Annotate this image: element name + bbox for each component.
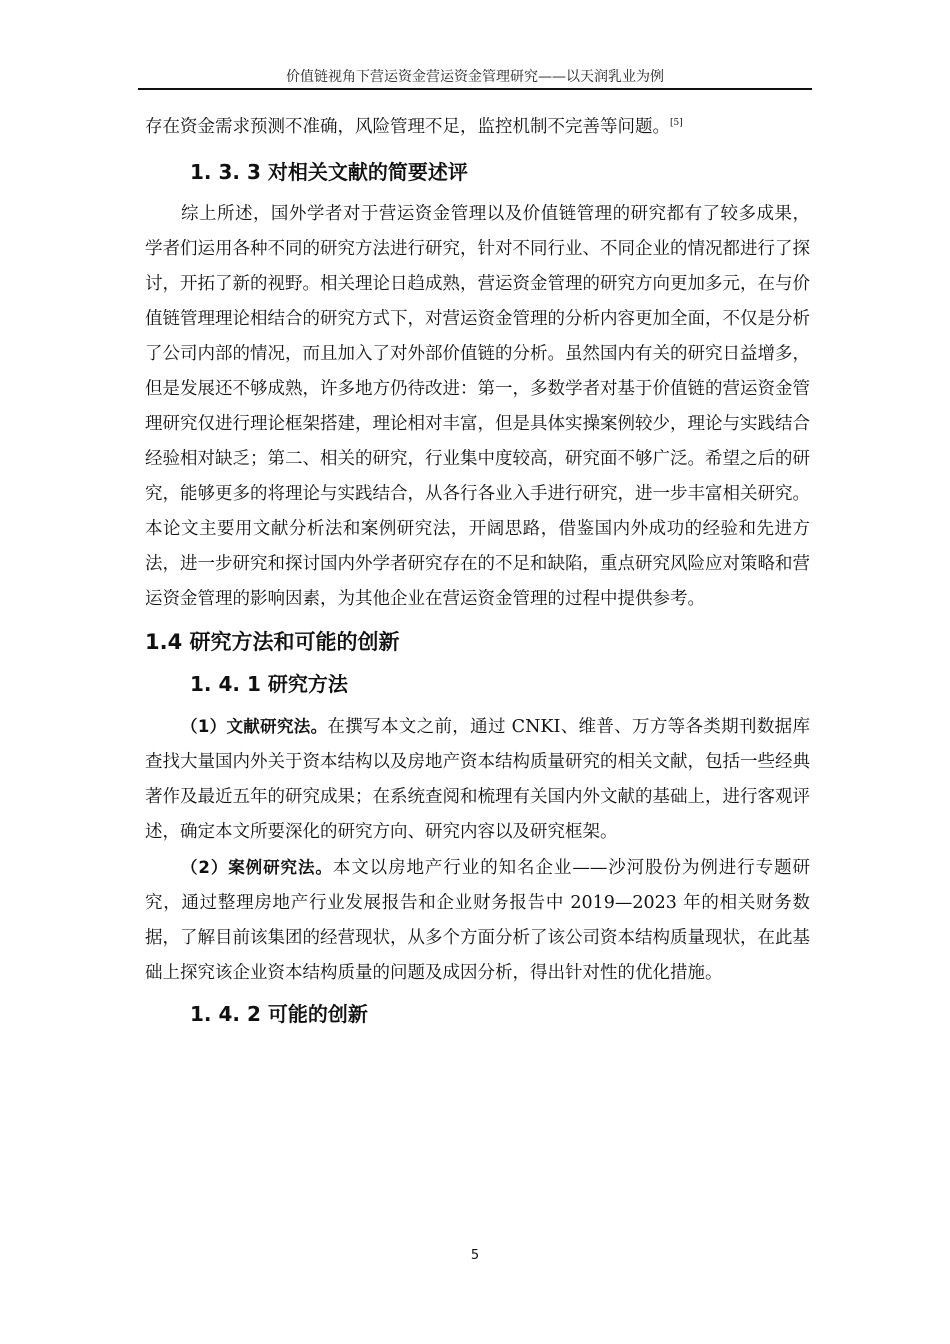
page-number: 5 [470, 1248, 480, 1263]
method-literature-text: 在撰写本文之前，通过 CNKI、维普、万方等各类期刊数据库查找大量国内外关于资本结构以及房地产资本结构质量研究的相关文献，包括一些经典著作及最近五年的研究成果；在系统查阅和梳理有关国内外文献的基础上，进行客观评述，确定本文所要深化的研究方向、研究内容以及研究框架。 [145, 717, 811, 842]
method-case-text: 本文以房地产行业的知名企业——沙河股份为例进行专题研究，通过整理房地产行业发展报告和企业财务报告中 2019—2023 年的相关财务数据，了解目前该集团的经营现状，从多个方面分析了该公司资本结构质量现状，在此基础上探究该企业资本结构质量的问题及成因分析，得出针对性的优化措施。 [145, 858, 811, 983]
heading-1-4-1: 1. 4. 1 研究方法 [190, 672, 348, 696]
heading-1-4-2: 1. 4. 2 可能的创新 [190, 1002, 368, 1026]
citation-ref: [5] [670, 118, 683, 128]
method-literature-lead: （1）文献研究法。 [181, 717, 328, 736]
page-body [145, 110, 810, 1029]
review-paragraph: 综上所述，国外学者对于营运资金管理以及价值链管理的研究都有了较多成果，学者们运用各种不同的研究方法进行研究，针对不同行业、不同企业的情况都进行了探讨，开拓了新的视野。相关理论日趋成熟，营运资金管理的研究方向更加多元，在与价值链管理理论相结合的研究方式下，对营运资金管理的分析内容更加全面，不仅是分析了公司内部的情况，而且加入了对外部价值链的分析。虽然国内有关的研究日益增多，但是发展还不够成熟，许多地方仍待改进：第一，多数学者对基于价值链的营运资金管理研究仅进行理论框架搭建，理论相对丰富，但是具体实操案例较少，理论与实践结合经验相对缺乏；第二、相关的研究，行业集中度较高，研究面不够广泛。希望之后的研究，能够更多的将理论与实践结合，从各行各业入手进行研究，进一步丰富相关研究。本论文主要用文献分析法和案例研究法，开阔思路，借鉴国内外成功的经验和先进方法，进一步研究和探讨国内外学者研究存在的不足和缺陷，重点研究风险应对策略和营运资金管理的影响因素，为其他企业在营运资金管理的过程中提供参考。 [145, 204, 810, 609]
heading-1-4: 1.4 研究方法和可能的创新 [145, 630, 400, 654]
running-header: 价值链视角下营运资金营运资金管理研究——以天润乳业为例 [286, 69, 664, 85]
heading-1-3-3: 1. 3. 3 对相关文献的简要述评 [190, 160, 468, 184]
method-case-lead: （2）案例研究法。 [181, 858, 333, 877]
method-literature-paragraph [145, 709, 810, 850]
intro-text: 存在资金需求预测不准确，风险管理不足，监控机制不完善等问题。 [145, 117, 670, 137]
method-case-paragraph [145, 850, 810, 991]
header-rule [138, 88, 812, 90]
intro-paragraph [145, 110, 810, 145]
